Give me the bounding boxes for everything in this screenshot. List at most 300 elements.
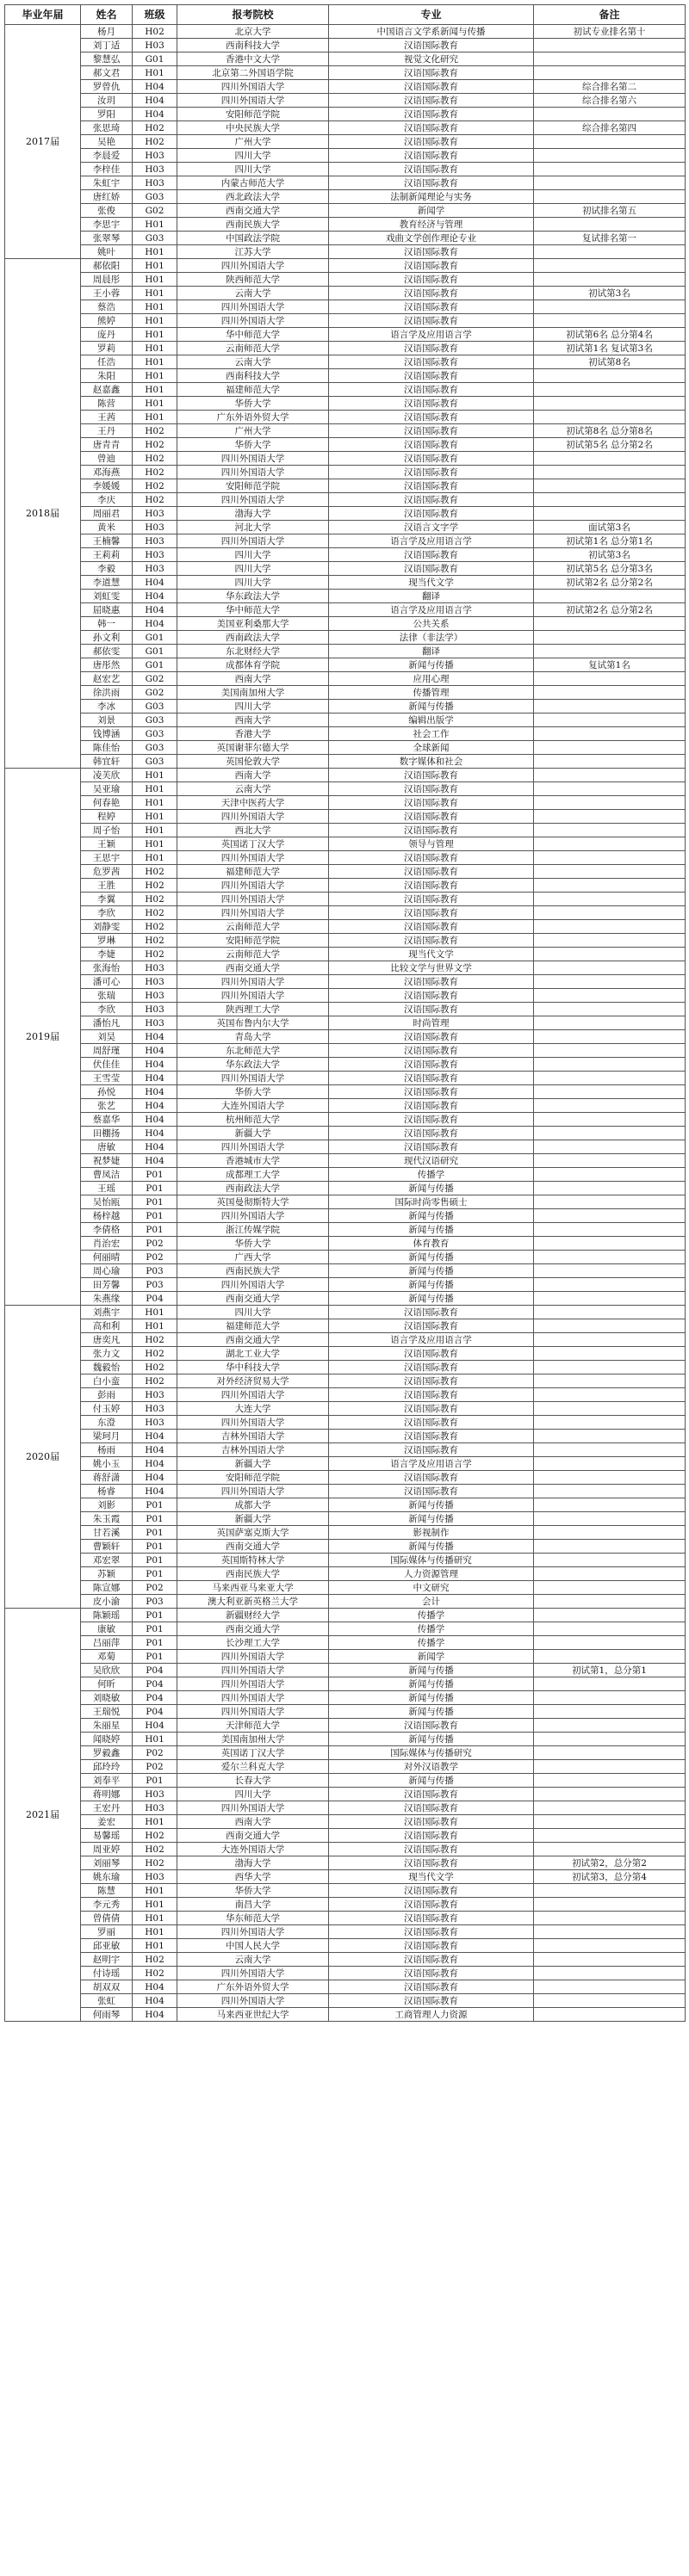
major-cell: 中国语言文学系新闻与传播 bbox=[329, 25, 534, 39]
table-row bbox=[5, 1650, 686, 1664]
school-cell: 四川外国语大学 bbox=[177, 1925, 329, 1939]
table-row bbox=[5, 1856, 686, 1870]
class-cell: H02 bbox=[133, 493, 177, 507]
table-row bbox=[5, 1140, 686, 1154]
graduation-year-cell: 2018届 bbox=[5, 259, 81, 769]
class-cell: P01 bbox=[133, 1195, 177, 1209]
class-cell: H04 bbox=[133, 1085, 177, 1099]
school-cell: 安阳师范学院 bbox=[177, 1471, 329, 1485]
table-row bbox=[5, 906, 686, 920]
student-name-cell: 刘晓敏 bbox=[81, 1691, 133, 1705]
class-cell: G03 bbox=[133, 713, 177, 727]
student-name-cell: 黎慧弘 bbox=[81, 53, 133, 66]
table-row bbox=[5, 975, 686, 989]
class-cell: H03 bbox=[133, 521, 177, 534]
student-name-cell: 李欣 bbox=[81, 906, 133, 920]
note-cell: 复试第1名 bbox=[534, 658, 686, 672]
note-cell bbox=[534, 1801, 686, 1815]
note-cell bbox=[534, 108, 686, 121]
note-cell bbox=[534, 975, 686, 989]
student-name-cell: 刘虹雯 bbox=[81, 590, 133, 603]
major-cell: 汉语国际教育 bbox=[329, 135, 534, 149]
table-row bbox=[5, 1058, 686, 1072]
table-row bbox=[5, 1388, 686, 1402]
note-cell bbox=[534, 700, 686, 713]
student-name-cell: 李欣 bbox=[81, 1003, 133, 1016]
school-cell: 西南交通大学 bbox=[177, 204, 329, 218]
school-cell: 澳大利亚新英格兰大学 bbox=[177, 1595, 329, 1609]
class-cell: P04 bbox=[133, 1705, 177, 1719]
class-cell: H02 bbox=[133, 1333, 177, 1347]
note-cell bbox=[534, 1443, 686, 1457]
major-cell: 汉语国际教育 bbox=[329, 80, 534, 94]
school-cell: 四川外国语大学 bbox=[177, 1664, 329, 1677]
school-cell: 英国诺丁汉大学 bbox=[177, 1746, 329, 1760]
school-cell: 西南大学 bbox=[177, 672, 329, 686]
school-cell: 西南民族大学 bbox=[177, 1264, 329, 1278]
major-cell: 汉语言文字学 bbox=[329, 521, 534, 534]
note-cell bbox=[534, 507, 686, 521]
school-cell: 四川外国语大学 bbox=[177, 1967, 329, 1980]
note-cell bbox=[534, 1319, 686, 1333]
note-cell bbox=[534, 1526, 686, 1540]
table-row bbox=[5, 1526, 686, 1540]
table-row bbox=[5, 1471, 686, 1485]
class-cell: H03 bbox=[133, 989, 177, 1003]
note-cell bbox=[534, 865, 686, 879]
school-cell: 广州大学 bbox=[177, 424, 329, 438]
table-row bbox=[5, 1209, 686, 1223]
note-cell bbox=[534, 948, 686, 961]
results-sheet bbox=[4, 4, 685, 2022]
major-cell: 传播学 bbox=[329, 1636, 534, 1650]
student-name-cell: 蔡嘉华 bbox=[81, 1113, 133, 1127]
class-cell: P01 bbox=[133, 1609, 177, 1622]
note-cell bbox=[534, 1788, 686, 1801]
class-cell: H02 bbox=[133, 25, 177, 39]
major-cell: 汉语国际教育 bbox=[329, 438, 534, 452]
student-name-cell: 刘丽琴 bbox=[81, 1856, 133, 1870]
major-cell: 汉语国际教育 bbox=[329, 934, 534, 948]
table-row bbox=[5, 411, 686, 424]
major-cell: 传播学 bbox=[329, 1622, 534, 1636]
class-cell: H02 bbox=[133, 1953, 177, 1967]
table-row bbox=[5, 1195, 686, 1209]
table-row bbox=[5, 273, 686, 287]
major-cell: 汉语国际教育 bbox=[329, 1402, 534, 1416]
major-cell: 会计 bbox=[329, 1595, 534, 1609]
table-row bbox=[5, 218, 686, 232]
note-cell bbox=[534, 1278, 686, 1292]
student-name-cell: 姚叶 bbox=[81, 245, 133, 259]
note-cell bbox=[534, 66, 686, 80]
graduation-year-cell: 2021届 bbox=[5, 1609, 81, 2022]
major-cell: 汉语国际教育 bbox=[329, 1306, 534, 1319]
school-cell: 四川外国语大学 bbox=[177, 534, 329, 548]
school-cell: 四川外国语大学 bbox=[177, 1650, 329, 1664]
note-cell bbox=[534, 1705, 686, 1719]
table-row bbox=[5, 1884, 686, 1898]
table-row bbox=[5, 1540, 686, 1554]
student-name-cell: 孙悦 bbox=[81, 1085, 133, 1099]
student-name-cell: 陈宣娜 bbox=[81, 1581, 133, 1595]
class-cell: H01 bbox=[133, 273, 177, 287]
student-name-cell: 唐青青 bbox=[81, 438, 133, 452]
student-name-cell: 周亚婷 bbox=[81, 1843, 133, 1856]
student-name-cell: 郝文君 bbox=[81, 66, 133, 80]
class-cell: P02 bbox=[133, 1251, 177, 1264]
major-cell: 汉语国际教育 bbox=[329, 39, 534, 53]
note-cell bbox=[534, 1140, 686, 1154]
school-cell: 吉林外国语大学 bbox=[177, 1430, 329, 1443]
class-cell: H02 bbox=[133, 424, 177, 438]
major-cell: 语言学及应用语言学 bbox=[329, 603, 534, 617]
class-cell: H01 bbox=[133, 782, 177, 796]
table-row bbox=[5, 727, 686, 741]
student-name-cell: 曾倩倩 bbox=[81, 1912, 133, 1925]
student-name-cell: 潘怡凡 bbox=[81, 1016, 133, 1030]
major-cell: 汉语国际教育 bbox=[329, 1030, 534, 1044]
school-cell: 英国诺丁汉大学 bbox=[177, 837, 329, 851]
major-cell: 汉语国际教育 bbox=[329, 1085, 534, 1099]
table-row bbox=[5, 590, 686, 603]
class-cell: H02 bbox=[133, 920, 177, 934]
class-cell: H04 bbox=[133, 108, 177, 121]
major-cell: 汉语国际教育 bbox=[329, 1994, 534, 2008]
major-cell: 汉语国际教育 bbox=[329, 1925, 534, 1939]
table-row bbox=[5, 1788, 686, 1801]
note-cell bbox=[534, 1430, 686, 1443]
class-cell: H04 bbox=[133, 1058, 177, 1072]
student-name-cell: 王楠馨 bbox=[81, 534, 133, 548]
note-cell: 初试第2名 总分第2名 bbox=[534, 603, 686, 617]
note-cell bbox=[534, 1994, 686, 2008]
student-name-cell: 何昕 bbox=[81, 1677, 133, 1691]
class-cell: H04 bbox=[133, 1980, 177, 1994]
note-cell bbox=[534, 590, 686, 603]
note-cell: 综合排名第二 bbox=[534, 80, 686, 94]
school-cell: 西南交通大学 bbox=[177, 1622, 329, 1636]
note-cell bbox=[534, 1595, 686, 1609]
major-cell: 汉语国际教育 bbox=[329, 507, 534, 521]
note-cell: 综合排名第六 bbox=[534, 94, 686, 108]
table-row bbox=[5, 383, 686, 397]
school-cell: 华东师范大学 bbox=[177, 1912, 329, 1925]
student-name-cell: 钱博涵 bbox=[81, 727, 133, 741]
major-cell: 全球新闻 bbox=[329, 741, 534, 755]
school-cell: 成都大学 bbox=[177, 1498, 329, 1512]
major-cell: 现当代文学 bbox=[329, 948, 534, 961]
class-cell: H01 bbox=[133, 1306, 177, 1319]
school-cell: 云南大学 bbox=[177, 287, 329, 300]
school-cell: 华中科技大学 bbox=[177, 1361, 329, 1374]
school-cell: 对外经济贸易大学 bbox=[177, 1374, 329, 1388]
table-row bbox=[5, 80, 686, 94]
table-row bbox=[5, 769, 686, 782]
school-cell: 四川外国语大学 bbox=[177, 1801, 329, 1815]
note-cell: 综合排名第四 bbox=[534, 121, 686, 135]
major-cell: 汉语国际教育 bbox=[329, 1939, 534, 1953]
class-cell: H04 bbox=[133, 1430, 177, 1443]
class-cell: P02 bbox=[133, 1581, 177, 1595]
note-cell bbox=[534, 1939, 686, 1953]
table-row bbox=[5, 1912, 686, 1925]
student-name-cell: 姚东瑜 bbox=[81, 1870, 133, 1884]
student-name-cell: 罗琳 bbox=[81, 934, 133, 948]
school-cell: 华侨大学 bbox=[177, 1884, 329, 1898]
table-row bbox=[5, 53, 686, 66]
table-row bbox=[5, 741, 686, 755]
major-cell: 汉语国际教育 bbox=[329, 1388, 534, 1402]
school-cell: 四川外国语大学 bbox=[177, 94, 329, 108]
major-cell: 汉语国际教育 bbox=[329, 1361, 534, 1374]
student-name-cell: 邓菊 bbox=[81, 1650, 133, 1664]
school-cell: 云南师范大学 bbox=[177, 920, 329, 934]
note-cell bbox=[534, 245, 686, 259]
class-cell: P01 bbox=[133, 1622, 177, 1636]
class-cell: H03 bbox=[133, 562, 177, 576]
table-row bbox=[5, 39, 686, 53]
major-cell: 新闻与传播 bbox=[329, 1251, 534, 1264]
student-name-cell: 唐奕凡 bbox=[81, 1333, 133, 1347]
school-cell: 四川外国语大学 bbox=[177, 1140, 329, 1154]
student-name-cell: 李梓佳 bbox=[81, 163, 133, 176]
student-name-cell: 黄米 bbox=[81, 521, 133, 534]
note-cell bbox=[534, 397, 686, 411]
class-cell: H01 bbox=[133, 851, 177, 865]
table-row bbox=[5, 1705, 686, 1719]
school-cell: 天津中医药大学 bbox=[177, 796, 329, 810]
student-name-cell: 曹颖轩 bbox=[81, 1540, 133, 1554]
student-name-cell: 刘影 bbox=[81, 1498, 133, 1512]
table-row bbox=[5, 1636, 686, 1650]
major-cell: 汉语国际教育 bbox=[329, 163, 534, 176]
school-cell: 云南师范大学 bbox=[177, 342, 329, 355]
note-cell bbox=[534, 149, 686, 163]
student-name-cell: 付诗瑶 bbox=[81, 1967, 133, 1980]
school-cell: 四川外国语大学 bbox=[177, 906, 329, 920]
note-cell bbox=[534, 1898, 686, 1912]
school-cell: 内蒙古师范大学 bbox=[177, 176, 329, 190]
class-cell: P01 bbox=[133, 1168, 177, 1182]
table-row bbox=[5, 1595, 686, 1609]
note-cell bbox=[534, 452, 686, 466]
student-name-cell: 易馨瑶 bbox=[81, 1829, 133, 1843]
student-name-cell: 朱燕缘 bbox=[81, 1292, 133, 1306]
table-row bbox=[5, 645, 686, 658]
table-row bbox=[5, 328, 686, 342]
note-cell bbox=[534, 1113, 686, 1127]
student-name-cell: 皮小渝 bbox=[81, 1595, 133, 1609]
class-cell: P03 bbox=[133, 1264, 177, 1278]
note-cell: 初试第1名 总分第1名 bbox=[534, 534, 686, 548]
note-cell bbox=[534, 383, 686, 397]
major-cell: 语言学及应用语言学 bbox=[329, 1333, 534, 1347]
school-cell: 西南民族大学 bbox=[177, 218, 329, 232]
major-cell: 中文研究 bbox=[329, 1581, 534, 1595]
school-cell: 吉林外国语大学 bbox=[177, 1443, 329, 1457]
school-cell: 西南交通大学 bbox=[177, 1292, 329, 1306]
student-name-cell: 李庆 bbox=[81, 493, 133, 507]
note-cell bbox=[534, 1912, 686, 1925]
class-cell: P01 bbox=[133, 1567, 177, 1581]
student-name-cell: 熊婷 bbox=[81, 314, 133, 328]
student-name-cell: 陈颖瑶 bbox=[81, 1609, 133, 1622]
school-cell: 华东政法大学 bbox=[177, 1058, 329, 1072]
note-cell bbox=[534, 53, 686, 66]
table-row bbox=[5, 1664, 686, 1677]
class-cell: P01 bbox=[133, 1209, 177, 1223]
major-cell: 汉语国际教育 bbox=[329, 879, 534, 893]
major-cell: 新闻与传播 bbox=[329, 1182, 534, 1195]
school-cell: 华东政法大学 bbox=[177, 590, 329, 603]
note-cell bbox=[534, 1195, 686, 1209]
note-cell bbox=[534, 727, 686, 741]
student-name-cell: 王思宇 bbox=[81, 851, 133, 865]
major-cell: 汉语国际教育 bbox=[329, 397, 534, 411]
table-row bbox=[5, 1306, 686, 1319]
school-cell: 四川大学 bbox=[177, 149, 329, 163]
table-row bbox=[5, 108, 686, 121]
school-cell: 陕西理工大学 bbox=[177, 1003, 329, 1016]
class-cell: H04 bbox=[133, 1154, 177, 1168]
class-cell: H02 bbox=[133, 452, 177, 466]
school-cell: 成都体育学院 bbox=[177, 658, 329, 672]
note-cell bbox=[534, 1416, 686, 1430]
note-cell bbox=[534, 39, 686, 53]
student-name-cell: 李倩格 bbox=[81, 1223, 133, 1237]
student-name-cell: 张艺 bbox=[81, 1099, 133, 1113]
class-cell: H01 bbox=[133, 1898, 177, 1912]
note-cell bbox=[534, 1388, 686, 1402]
class-cell: H01 bbox=[133, 245, 177, 259]
class-cell: H04 bbox=[133, 1140, 177, 1154]
school-cell: 云南师范大学 bbox=[177, 948, 329, 961]
note-cell bbox=[534, 755, 686, 769]
class-cell: P01 bbox=[133, 1182, 177, 1195]
student-name-cell: 杨梓越 bbox=[81, 1209, 133, 1223]
school-cell: 四川外国语大学 bbox=[177, 1278, 329, 1292]
student-name-cell: 罗毅鑫 bbox=[81, 1746, 133, 1760]
school-cell: 安阳师范学院 bbox=[177, 479, 329, 493]
note-cell bbox=[534, 810, 686, 824]
school-cell: 新疆大学 bbox=[177, 1127, 329, 1140]
header-school: 报考院校 bbox=[177, 5, 329, 25]
school-cell: 西南科技大学 bbox=[177, 369, 329, 383]
class-cell: H04 bbox=[133, 2008, 177, 2022]
major-cell: 新闻与传播 bbox=[329, 1512, 534, 1526]
major-cell: 汉语国际教育 bbox=[329, 893, 534, 906]
note-cell bbox=[534, 1471, 686, 1485]
table-row bbox=[5, 1925, 686, 1939]
table-row bbox=[5, 672, 686, 686]
class-cell: G03 bbox=[133, 700, 177, 713]
student-name-cell: 白小蛮 bbox=[81, 1374, 133, 1388]
major-cell: 汉语国际教育 bbox=[329, 1884, 534, 1898]
major-cell: 新闻与传播 bbox=[329, 1278, 534, 1292]
school-cell: 西南科技大学 bbox=[177, 39, 329, 53]
note-cell bbox=[534, 369, 686, 383]
student-name-cell: 梁珂月 bbox=[81, 1430, 133, 1443]
student-name-cell: 孙文利 bbox=[81, 631, 133, 645]
table-row bbox=[5, 879, 686, 893]
school-cell: 云南大学 bbox=[177, 1953, 329, 1967]
school-cell: 广西大学 bbox=[177, 1251, 329, 1264]
student-name-cell: 周晨彤 bbox=[81, 273, 133, 287]
class-cell: P04 bbox=[133, 1691, 177, 1705]
note-cell bbox=[534, 2008, 686, 2022]
class-cell: H04 bbox=[133, 1099, 177, 1113]
major-cell: 汉语国际教育 bbox=[329, 1898, 534, 1912]
student-name-cell: 庞丹 bbox=[81, 328, 133, 342]
school-cell: 四川外国语大学 bbox=[177, 466, 329, 479]
student-name-cell: 朱虹宇 bbox=[81, 176, 133, 190]
table-row bbox=[5, 121, 686, 135]
class-cell: H04 bbox=[133, 1994, 177, 2008]
school-cell: 福建师范大学 bbox=[177, 383, 329, 397]
student-name-cell: 任浩 bbox=[81, 355, 133, 369]
note-cell bbox=[534, 906, 686, 920]
note-cell bbox=[534, 466, 686, 479]
table-row bbox=[5, 1251, 686, 1264]
class-cell: G03 bbox=[133, 741, 177, 755]
major-cell: 汉语国际教育 bbox=[329, 1430, 534, 1443]
student-name-cell: 赵明宇 bbox=[81, 1953, 133, 1967]
student-name-cell: 胡双双 bbox=[81, 1980, 133, 1994]
school-cell: 四川外国语大学 bbox=[177, 1209, 329, 1223]
student-name-cell: 吴艳 bbox=[81, 135, 133, 149]
table-row bbox=[5, 1099, 686, 1113]
student-name-cell: 蔡浩 bbox=[81, 300, 133, 314]
major-cell: 语言学及应用语言学 bbox=[329, 1457, 534, 1471]
student-name-cell: 何春艳 bbox=[81, 796, 133, 810]
class-cell: H02 bbox=[133, 121, 177, 135]
major-cell: 汉语国际教育 bbox=[329, 1003, 534, 1016]
note-cell bbox=[534, 300, 686, 314]
table-row bbox=[5, 948, 686, 961]
major-cell: 汉语国际教育 bbox=[329, 1815, 534, 1829]
major-cell: 汉语国际教育 bbox=[329, 1127, 534, 1140]
table-row bbox=[5, 1319, 686, 1333]
note-cell: 初试第3名 bbox=[534, 548, 686, 562]
school-cell: 北京大学 bbox=[177, 25, 329, 39]
student-name-cell: 罗曾仇 bbox=[81, 80, 133, 94]
major-cell: 新闻学 bbox=[329, 1650, 534, 1664]
school-cell: 中国人民大学 bbox=[177, 1939, 329, 1953]
note-cell bbox=[534, 1347, 686, 1361]
class-cell: H01 bbox=[133, 769, 177, 782]
major-cell: 国际媒体与传播研究 bbox=[329, 1746, 534, 1760]
student-name-cell: 张虹 bbox=[81, 1994, 133, 2008]
table-row bbox=[5, 1072, 686, 1085]
table-row bbox=[5, 576, 686, 590]
class-cell: H03 bbox=[133, 1870, 177, 1884]
student-name-cell: 李毅 bbox=[81, 562, 133, 576]
table-row bbox=[5, 452, 686, 466]
note-cell bbox=[534, 259, 686, 273]
major-cell: 汉语国际教育 bbox=[329, 1953, 534, 1967]
student-name-cell: 王瑶 bbox=[81, 1182, 133, 1195]
major-cell: 汉语国际教育 bbox=[329, 369, 534, 383]
table-row bbox=[5, 1457, 686, 1471]
note-cell bbox=[534, 769, 686, 782]
table-row bbox=[5, 1843, 686, 1856]
table-row bbox=[5, 287, 686, 300]
class-cell: H01 bbox=[133, 355, 177, 369]
school-cell: 香港大学 bbox=[177, 727, 329, 741]
note-cell bbox=[534, 176, 686, 190]
note-cell: 初试第3名 bbox=[534, 287, 686, 300]
